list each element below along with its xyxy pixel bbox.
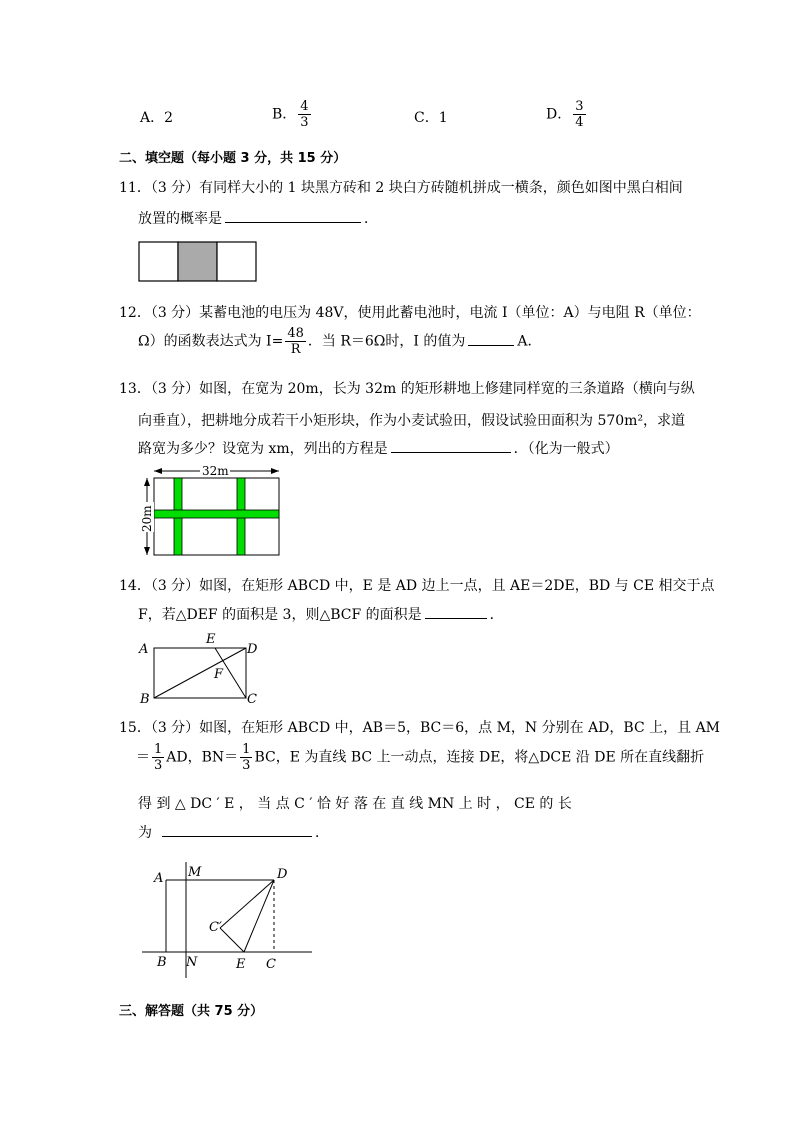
- option-a-letter: A．: [140, 110, 165, 126]
- label-a: A: [139, 642, 149, 657]
- label-b: B: [157, 955, 167, 970]
- width-label: 32m: [202, 464, 229, 478]
- q15-f2-num: 1: [242, 742, 251, 757]
- q14-answer-blank[interactable]: [425, 606, 487, 619]
- option-d-letter: D．: [546, 106, 572, 123]
- road-horizontal: [154, 510, 279, 518]
- q12-text-b: ．当 R＝6Ω时，I 的值为: [307, 333, 466, 350]
- option-b-den: 3: [300, 115, 309, 130]
- tile-white-right: [217, 242, 256, 281]
- q12-text-a: Ω）的函数表达式为 I=: [138, 333, 284, 350]
- q15-fraction-1: [152, 743, 164, 772]
- option-d-den: 4: [575, 115, 584, 130]
- option-b-fraction: [298, 100, 310, 129]
- width-arrow-right: [271, 468, 279, 474]
- q13-line1: 13．（3 分）如图，在宽为 20m，长为 32m 的矩形耕地上修建同样宽的三条道路（横向与纵: [119, 381, 695, 397]
- q15-text-d: 为: [138, 825, 152, 841]
- q13-line2: 向垂直），把耕地分成若干小矩形块，作为小麦试验田，假设试验田面积为 570m²，求道: [138, 413, 686, 429]
- q13-text-b: ．（化为一般式）: [513, 441, 619, 457]
- option-d-fraction: [573, 100, 585, 129]
- q15-line2: [136, 743, 704, 772]
- tile-gray-middle: [178, 242, 217, 281]
- label-e: E: [206, 632, 216, 647]
- label-m: M: [188, 865, 202, 880]
- width-arrow-left: [154, 468, 162, 474]
- q15-text-b: AD，BN＝: [166, 749, 239, 766]
- q12-frac-den: R: [290, 342, 301, 357]
- q15-f1-num: 1: [154, 742, 163, 757]
- tile-white-left: [139, 242, 178, 281]
- q14-text-b: ．: [489, 607, 504, 623]
- label-f: F: [214, 667, 224, 682]
- q11-text: 放置的概率是: [138, 211, 222, 227]
- label-e: E: [236, 957, 246, 972]
- q15-fold-figure: [140, 856, 320, 984]
- q12-line2: [138, 327, 542, 356]
- option-b: [272, 100, 313, 129]
- q11-answer-blank[interactable]: [225, 210, 361, 223]
- option-a-value: 2: [164, 110, 174, 126]
- q12-fraction: [285, 327, 306, 356]
- q11-line1: 11．（3 分）有同样大小的 1 块黑方砖和 2 块白方砖随机拼成一横条，颜色如图中黑白相间: [119, 180, 683, 196]
- label-d: D: [247, 642, 258, 657]
- q12-frac-num: 48: [287, 326, 304, 341]
- q14-line2: [138, 604, 504, 624]
- segment-dc-prime: [220, 880, 274, 928]
- q15-line1: 15．（3 分）如图，在矩形 ABCD 中，AB＝5，BC＝6，点 M，N 分别在 AD，BC 上，且 AM: [119, 720, 721, 736]
- q11-line2: [138, 208, 378, 228]
- option-d-num: 3: [575, 99, 584, 114]
- height-arrow-top: [144, 478, 150, 486]
- q12-line1: 12．（3 分）某蓄电池的电压为 48V，使用此蓄电池时，电流 I（单位：A）与电阻 R（单位：: [119, 305, 701, 321]
- q15-text-a: ＝: [136, 749, 150, 766]
- option-b-letter: B．: [272, 106, 297, 123]
- q15-fraction-2: [240, 743, 252, 772]
- option-b-num: 4: [300, 99, 309, 114]
- option-c: [414, 107, 448, 127]
- label-c: C: [247, 692, 257, 706]
- q12-answer-blank[interactable]: [468, 333, 514, 346]
- label-b: B: [140, 692, 150, 706]
- q13-field-figure: [136, 462, 284, 558]
- label-c: C: [266, 957, 276, 972]
- section3-heading: 三、解答题（共 75 分）: [119, 1004, 264, 1019]
- q13-text-a: 路宽为多少？设宽为 xm，列出的方程是: [138, 441, 388, 457]
- label-a: A: [154, 871, 164, 886]
- q15-text-e: ．: [315, 825, 329, 841]
- height-label: 20m: [140, 505, 154, 532]
- q12-text-c: A．: [517, 333, 542, 350]
- label-n: N: [186, 955, 198, 970]
- section2-heading: 二、填空题（每小题 3 分，共 15 分）: [119, 151, 347, 166]
- q14-text-a: F，若△DEF 的面积是 3，则△BCF 的面积是: [138, 607, 422, 623]
- segment-de: [244, 880, 274, 952]
- option-c-letter: C．: [414, 110, 439, 126]
- q15-line4: [138, 822, 329, 842]
- segment-c-prime-e: [220, 928, 244, 952]
- label-d: D: [277, 867, 288, 882]
- q15-text-c: BC，E 为直线 BC 上一动点，连接 DE，将△DCE 沿 DE 所在直线翻折: [254, 749, 705, 766]
- option-d: [546, 100, 588, 129]
- q15-f2-den: 3: [242, 758, 251, 773]
- option-a: [140, 107, 173, 127]
- q15-f1-den: 3: [154, 758, 163, 773]
- q11-end: ．: [364, 211, 378, 227]
- q15-line3: 得 到 △ DC ′ E ， 当 点 C ′ 恰 好 落 在 直 线 MN 上 时 ， CE 的 长: [138, 796, 572, 812]
- height-arrow-bottom: [144, 547, 150, 555]
- q11-tile-figure: [138, 241, 258, 283]
- q15-answer-blank[interactable]: [162, 824, 312, 837]
- q13-answer-blank[interactable]: [391, 440, 511, 453]
- q13-line3: [138, 438, 619, 458]
- option-c-value: 1: [438, 110, 448, 126]
- segment-bd: [154, 648, 246, 698]
- label-c-prime: C′: [209, 920, 222, 935]
- q14-rectangle-figure: [134, 628, 264, 706]
- q14-line1: 14．（3 分）如图，在矩形 ABCD 中，E 是 AD 边上一点，且 AE＝2DE，BD 与 CE 相交于点: [119, 578, 715, 594]
